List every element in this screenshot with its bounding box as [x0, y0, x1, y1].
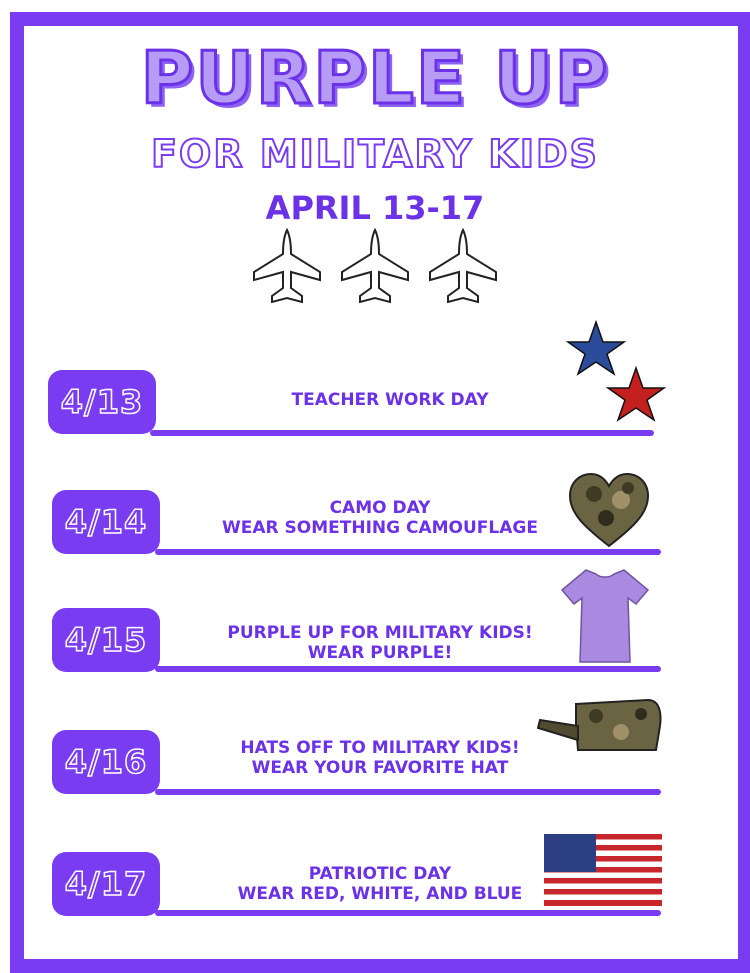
row-divider	[150, 430, 654, 436]
date-badge: 4/16	[52, 730, 160, 794]
poster-subtitle: FOR MILITARY KIDS	[151, 132, 599, 176]
camo-heart-icon	[566, 470, 652, 550]
date-badge: 4/15	[52, 608, 160, 672]
event-line1: PATRIOTIC DAY	[308, 864, 452, 884]
date-badge: 4/14	[52, 490, 160, 554]
event-label	[200, 390, 580, 410]
event-line2: WEAR PURPLE!	[307, 643, 453, 663]
event-line2: WEAR YOUR FAVORITE HAT	[251, 758, 509, 778]
row-divider	[155, 910, 661, 916]
event-label	[190, 623, 570, 663]
row-divider	[155, 789, 661, 795]
event-label	[190, 498, 570, 538]
jet-icon	[426, 228, 500, 306]
row-divider	[155, 666, 661, 672]
purple-shirt-icon	[560, 566, 650, 666]
jet-icon	[250, 228, 324, 306]
stars-icon	[566, 320, 666, 426]
event-line2: WEAR SOMETHING CAMOUFLAGE	[222, 518, 538, 538]
date-badge: 4/13	[48, 370, 156, 434]
event-line1: TEACHER WORK DAY	[291, 390, 489, 410]
poster-dates: APRIL 13-17	[265, 189, 485, 227]
jet-icon	[338, 228, 412, 306]
poster-title: PURPLE UP	[140, 36, 610, 120]
event-label	[190, 864, 570, 904]
event-line2: WEAR RED, WHITE, AND BLUE	[237, 884, 523, 904]
event-label	[190, 738, 570, 778]
camo-hat-icon	[536, 696, 666, 758]
us-flag-icon	[544, 834, 662, 906]
date-badge: 4/17	[52, 852, 160, 916]
jets-row	[250, 228, 500, 308]
event-line1: PURPLE UP FOR MILITARY KIDS!	[227, 623, 533, 643]
event-line1: CAMO DAY	[329, 498, 431, 518]
event-line1: HATS OFF TO MILITARY KIDS!	[240, 738, 520, 758]
